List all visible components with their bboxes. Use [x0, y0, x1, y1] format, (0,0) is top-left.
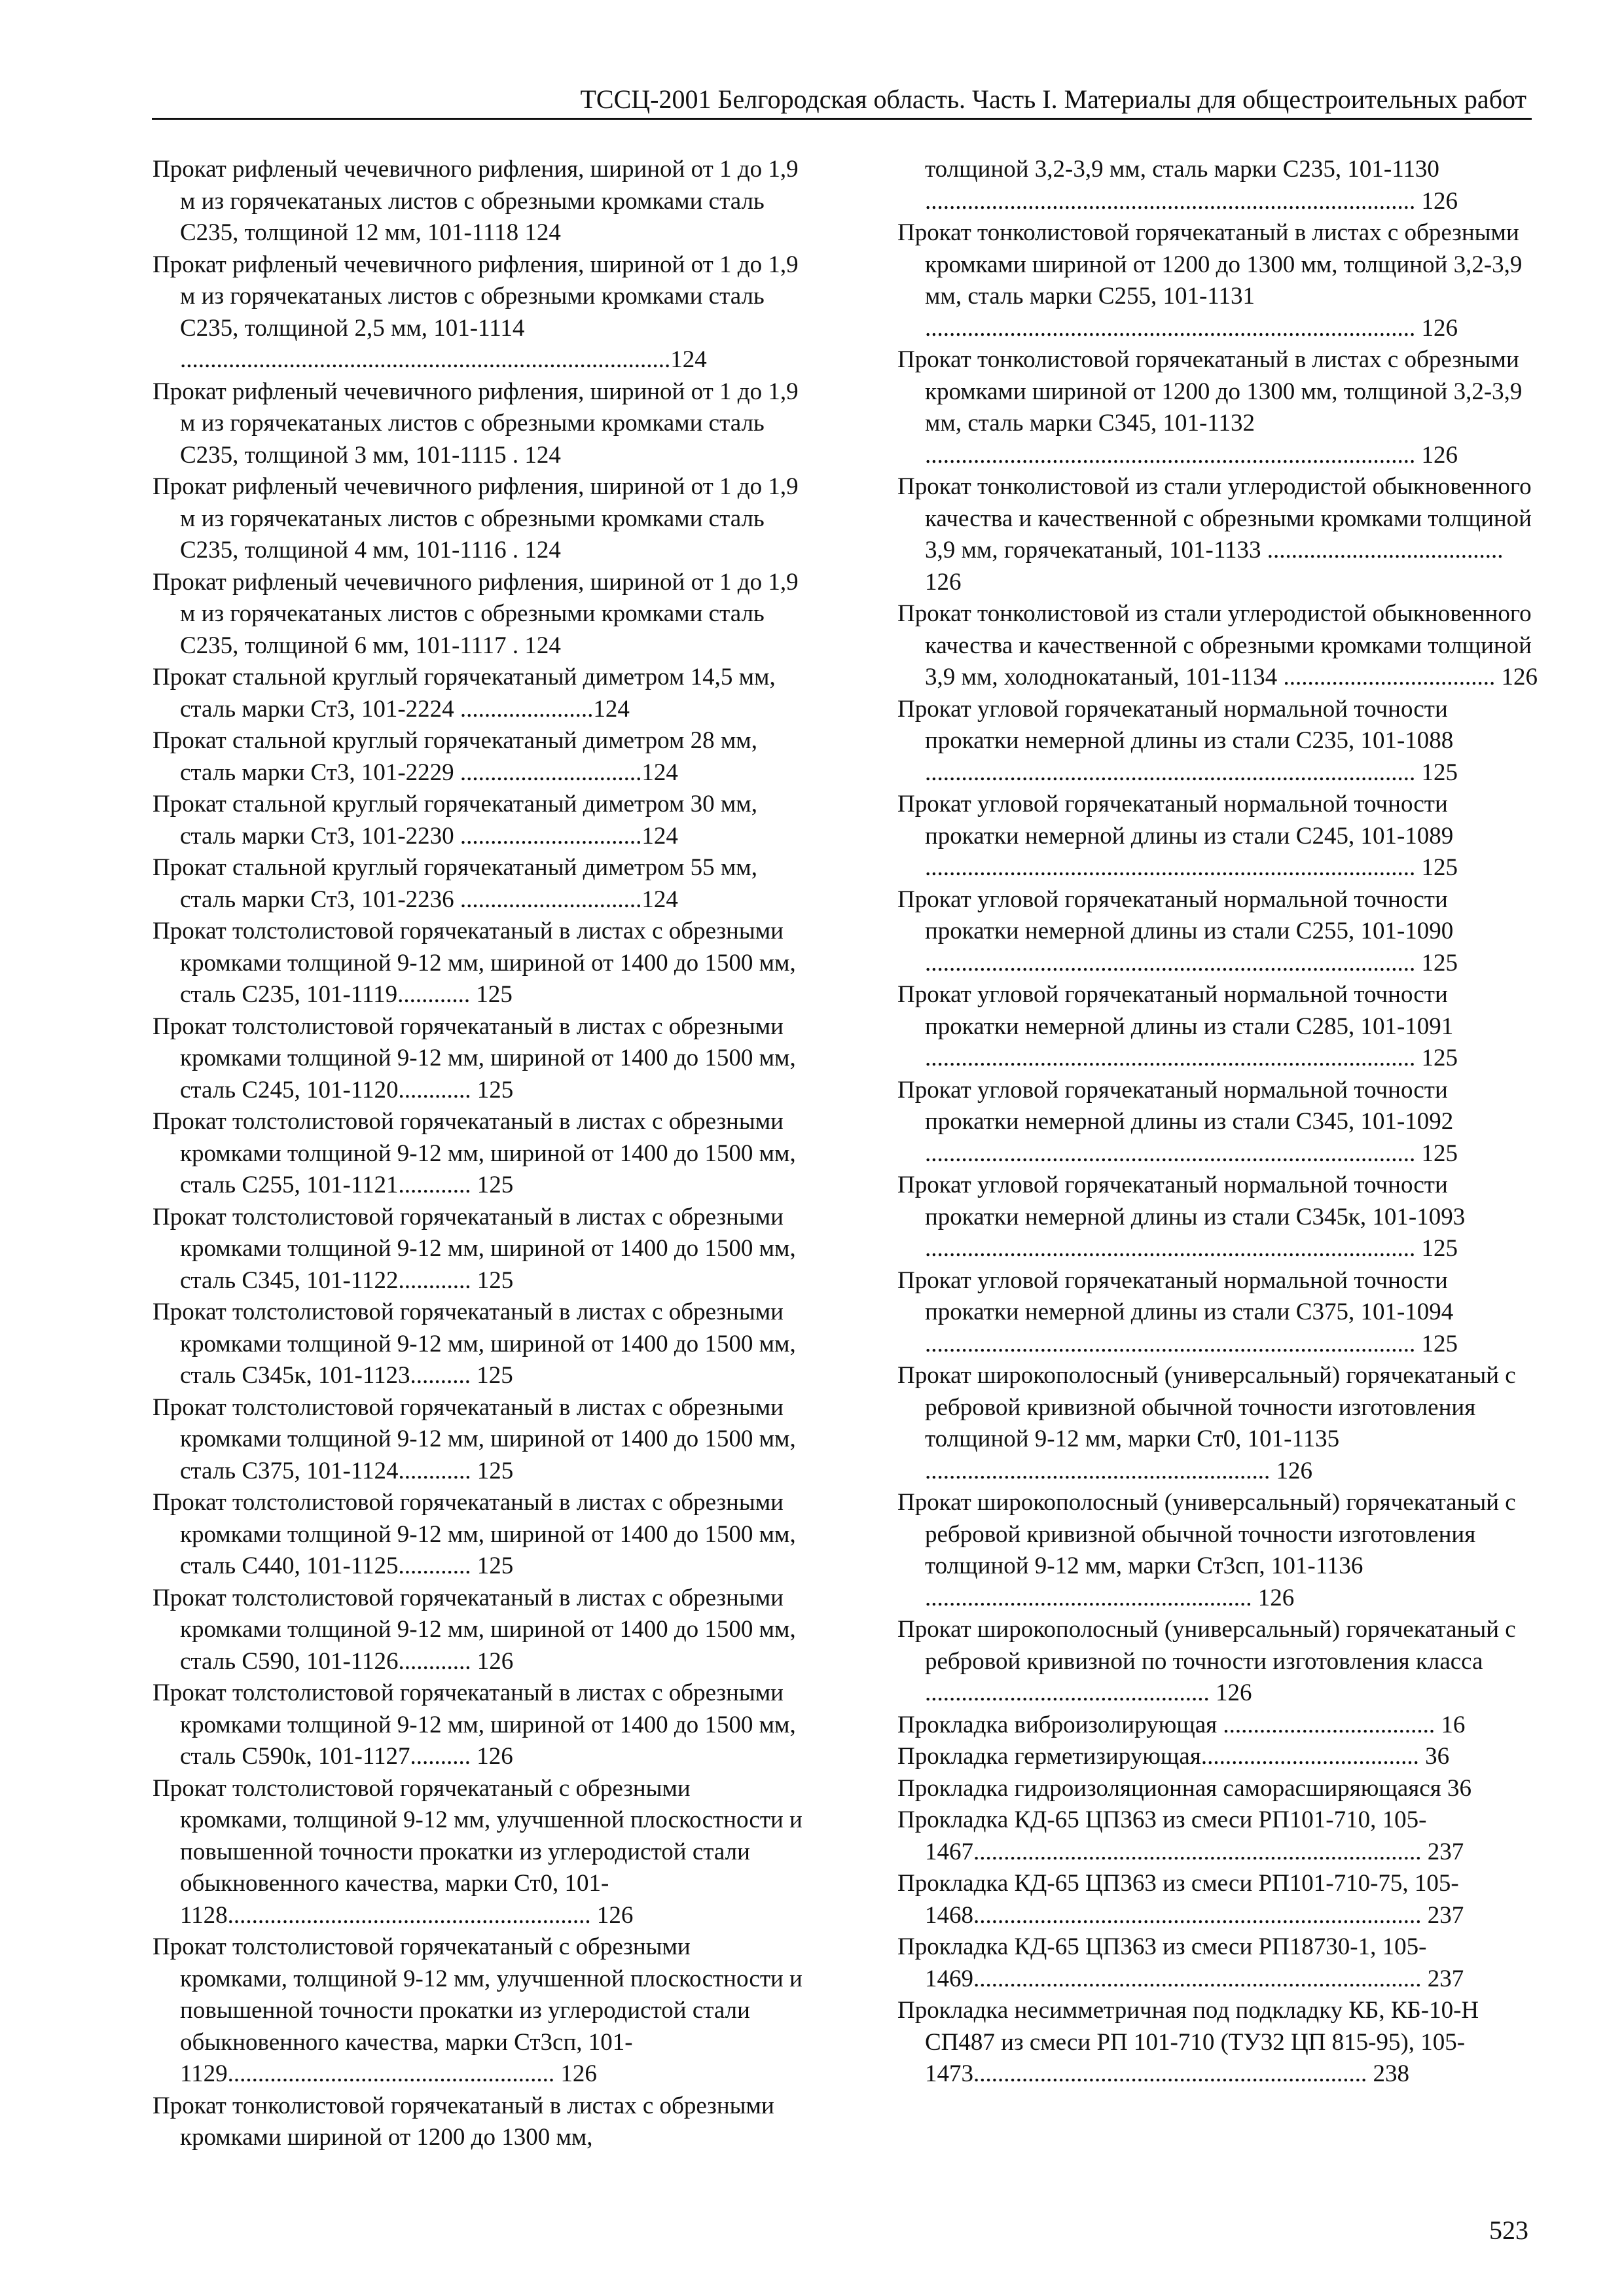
index-entry-text: Прокат стальной круглый горячекатаный диметром 28 мм, сталь марки Ст3, 101-2229 ..............................124: [153, 727, 757, 786]
index-entry-text: Прокат стальной круглый горячекатаный диметром 14,5 мм, сталь марки Ст3, 101-2224 ......................124: [153, 664, 776, 723]
index-entry: [897, 1265, 1542, 1361]
running-header: ТССЦ-2001 Белгородская область. Часть I. Материалы для общестроительных работ: [580, 84, 1526, 114]
index-entry: [153, 1202, 803, 1297]
index-entry-text: Прокат стальной круглый горячекатаный диметром 55 мм, сталь марки Ст3, 101-2236 ..............................124: [153, 854, 757, 913]
index-entry: [153, 1297, 803, 1392]
index-entry: [897, 1170, 1542, 1265]
index-entry-text: Прокладка гидроизоляционная саморасширяющаяся 36: [897, 1774, 1472, 1802]
index-entry-text: Прокат толстолистовой горячекатаный с обрезными кромками, толщиной 9-12 мм, улучшенной плоскостности и повышенной точности прокатки из углеродистой стали обыкновенного качества, марки Ст0, 101-1128............................................................ 126: [153, 1774, 803, 1929]
index-entry-text: Прокат тонколистовой из стали углеродистой обыкновенного качества и качественной с обрезными кромками толщиной 3,9 мм, холоднокатаный, 101-1134 ................................... 126: [897, 600, 1538, 691]
index-entry-text: Прокат стальной круглый горячекатаный диметром 30 мм, сталь марки Ст3, 101-2230 ..............................124: [153, 791, 757, 850]
index-entry: [153, 1487, 803, 1583]
index-entry-text: Прокат толстолистовой горячекатаный в листах с обрезными кромками толщиной 9-12 мм, шириной от 1400 до 1500 мм, сталь С440, 101-1125............ 125: [153, 1489, 796, 1579]
index-entry-text: толщиной 3,2-3,9 мм, сталь марки С235, 101-1130 ................................................................................. 126: [925, 156, 1458, 215]
index-entry-text: Прокат угловой горячекатаный нормальной точности прокатки немерной длины из стали С345к, 101-1093 ................................................................................. 125: [897, 1172, 1466, 1262]
index-entry-text: Прокат рифленый чечевичного рифления, шириной от 1 до 1,9 м из горячекатаных листов с обрезными кромками сталь С235, толщиной 6 мм, 101-1117 . 124: [153, 568, 799, 659]
index-entry-text: Прокат рифленый чечевичного рифления, шириной от 1 до 1,9 м из горячекатаных листов с обрезными кромками сталь С235, толщиной 12 мм, 101-1118 124: [153, 156, 799, 246]
index-entry: [153, 1931, 803, 2090]
index-entry: [897, 1710, 1542, 1742]
index-entry: [897, 789, 1542, 884]
index-entry: [153, 852, 803, 916]
index-entry: [153, 2090, 803, 2154]
index-column-left: [153, 154, 803, 2154]
index-entry: [897, 471, 1542, 598]
index-entry-text: Прокат рифленый чечевичного рифления, шириной от 1 до 1,9 м из горячекатаных листов с обрезными кромками сталь С235, толщиной 3 мм, 101-1115 . 124: [153, 378, 799, 469]
index-entry: [897, 598, 1542, 694]
index-entry: [153, 1773, 803, 1932]
index-entry: [897, 154, 1542, 217]
index-entry-text: Прокладка несимметричная под подкладку КБ, КБ-10-Н СП487 из смеси РП 101-710 (ТУ32 ЦП 815-95), 105-1473................................................................. 238: [897, 1997, 1479, 2087]
index-column-right: [897, 154, 1542, 2090]
page-number: 523: [1489, 2215, 1528, 2245]
index-entry-text: Прокат рифленый чечевичного рифления, шириной от 1 до 1,9 м из горячекатаных листов с обрезными кромками сталь С235, толщиной 4 мм, 101-1116 . 124: [153, 473, 799, 564]
index-entry: [153, 1583, 803, 1678]
index-entry-text: Прокат угловой горячекатаный нормальной точности прокатки немерной длины из стали С235, 101-1088 ................................................................................. 125: [897, 695, 1458, 786]
index-entry: [897, 884, 1542, 980]
index-entry-text: Прокат тонколистовой горячекатаный в листах с обрезными кромками шириной от 1200 до 1300 мм,: [153, 2092, 774, 2151]
index-entry: [897, 1741, 1542, 1773]
index-entry: [153, 567, 803, 662]
index-entry: [897, 979, 1542, 1075]
index-entry: [897, 1868, 1542, 1931]
index-entry: [153, 1392, 803, 1488]
index-entry-text: Прокат толстолистовой горячекатаный в листах с обрезными кромками толщиной 9-12 мм, шириной от 1400 до 1500 мм, сталь С255, 101-1121............ 125: [153, 1108, 796, 1198]
index-entry-text: Прокат толстолистовой горячекатаный в листах с обрезными кромками толщиной 9-12 мм, шириной от 1400 до 1500 мм, сталь С375, 101-1124............ 125: [153, 1393, 796, 1484]
index-entry-text: Прокат тонколистовой горячекатаный в листах с обрезными кромками шириной от 1200 до 1300 мм, толщиной 3,2-3,9 мм, сталь марки С345, 101-1132 ................................................................................. 126: [897, 346, 1523, 469]
index-entry: [153, 154, 803, 249]
index-entry: [897, 1773, 1542, 1805]
index-entry: [153, 1106, 803, 1202]
index-entry: [897, 1614, 1542, 1710]
index-entry-text: Прокат широкополосный (универсальный) горячекатаный с ребровой кривизной по точности изготовления класса ............................................... 126: [897, 1616, 1516, 1706]
index-entry: [897, 1931, 1542, 1995]
index-entry: [153, 662, 803, 725]
index-entry: [153, 1677, 803, 1773]
index-entry-text: Прокат тонколистовой горячекатаный в листах с обрезными кромками шириной от 1200 до 1300 мм, толщиной 3,2-3,9 мм, сталь марки С255, 101-1131 ................................................................................. 126: [897, 219, 1523, 342]
index-entry: [897, 694, 1542, 789]
header-rule: [152, 118, 1532, 120]
index-entry: [897, 1804, 1542, 1868]
index-entry-text: Прокат угловой горячекатаный нормальной точности прокатки немерной длины из стали С255, 101-1090 ................................................................................. 125: [897, 886, 1458, 977]
index-entry: [153, 916, 803, 1011]
index-entry-text: Прокат толстолистовой горячекатаный в листах с обрезными кромками толщиной 9-12 мм, шириной от 1400 до 1500 мм, сталь С590, 101-1126............ 126: [153, 1584, 796, 1675]
index-entry: [897, 1075, 1542, 1170]
index-entry-text: Прокат широкополосный (универсальный) горячекатаный с ребровой кривизной обычной точности изготовления толщиной 9-12 мм, марки Ст3сп, 101-1136 ...................................................... 126: [897, 1489, 1516, 1611]
index-entry: [897, 1360, 1542, 1487]
index-entry-text: Прокат рифленый чечевичного рифления, шириной от 1 до 1,9 м из горячекатаных листов с обрезными кромками сталь С235, толщиной 2,5 мм, 101-1114 .................................................................................124: [153, 251, 799, 373]
index-entry: [897, 1995, 1542, 2090]
index-entry-text: Прокладка КД-65 ЦП363 из смеси РП18730-1, 105-1469.......................................................................... 237: [897, 1933, 1464, 1992]
index-entry-text: Прокат угловой горячекатаный нормальной точности прокатки немерной длины из стали С345, 101-1092 ................................................................................. 125: [897, 1076, 1458, 1167]
index-entry-text: Прокат угловой горячекатаный нормальной точности прокатки немерной длины из стали С375, 101-1094 ................................................................................. 125: [897, 1266, 1458, 1357]
index-entry-text: Прокат широкополосный (универсальный) горячекатаный с ребровой кривизной обычной точности изготовления толщиной 9-12 мм, марки Ст0, 101-1135 ......................................................... 126: [897, 1362, 1516, 1484]
index-entry: [153, 1011, 803, 1107]
index-entry-text: Прокат толстолистовой горячекатаный в листах с обрезными кромками толщиной 9-12 мм, шириной от 1400 до 1500 мм, сталь С245, 101-1120............ 125: [153, 1013, 796, 1103]
index-entry-text: Прокат толстолистовой горячекатаный в листах с обрезными кромками толщиной 9-12 мм, шириной от 1400 до 1500 мм, сталь С345к, 101-1123.......... 125: [153, 1299, 796, 1389]
index-entry: [897, 217, 1542, 344]
index-entry-text: Прокладка КД-65 ЦП363 из смеси РП101-710, 105-1467.......................................................................... 237: [897, 1806, 1464, 1865]
index-entry: [153, 376, 803, 472]
index-entry-text: Прокат толстолистовой горячекатаный в листах с обрезными кромками толщиной 9-12 мм, шириной от 1400 до 1500 мм, сталь С235, 101-1119............ 125: [153, 918, 796, 1008]
index-entry-text: Прокат толстолистовой горячекатаный в листах с обрезными кромками толщиной 9-12 мм, шириной от 1400 до 1500 мм, сталь С590к, 101-1127.......... 126: [153, 1679, 796, 1770]
index-entry: [153, 249, 803, 376]
index-entry: [153, 789, 803, 852]
index-entry-text: Прокладка КД-65 ЦП363 из смеси РП101-710-75, 105-1468.......................................................................... 237: [897, 1870, 1464, 1929]
index-entry: [897, 344, 1542, 471]
index-entry-text: Прокат толстолистовой горячекатаный в листах с обрезными кромками толщиной 9-12 мм, шириной от 1400 до 1500 мм, сталь С345, 101-1122............ 125: [153, 1203, 796, 1294]
index-entry: [897, 1487, 1542, 1614]
index-entry-text: Прокат угловой горячекатаный нормальной точности прокатки немерной длины из стали С245, 101-1089 ................................................................................. 125: [897, 791, 1458, 881]
index-entry-text: Прокладка виброизолирующая ................................... 16: [897, 1711, 1466, 1738]
index-entry-text: Прокат толстолистовой горячекатаный с обрезными кромками, толщиной 9-12 мм, улучшенной плоскостности и повышенной точности прокатки из углеродистой стали обыкновенного качества, марки Ст3сп, 101-1129...................................................... 126: [153, 1933, 803, 2087]
index-entry: [153, 725, 803, 789]
index-entry: [153, 471, 803, 567]
index-entry-text: Прокат угловой горячекатаный нормальной точности прокатки немерной длины из стали С285, 101-1091 ................................................................................. 125: [897, 981, 1458, 1071]
index-entry-text: Прокат тонколистовой из стали углеродистой обыкновенного качества и качественной с обрезными кромками толщиной 3,9 мм, горячекатаный, 101-1133 ....................................... 126: [897, 473, 1532, 596]
index-entry-text: Прокладка герметизирующая.................................... 36: [897, 1743, 1450, 1770]
